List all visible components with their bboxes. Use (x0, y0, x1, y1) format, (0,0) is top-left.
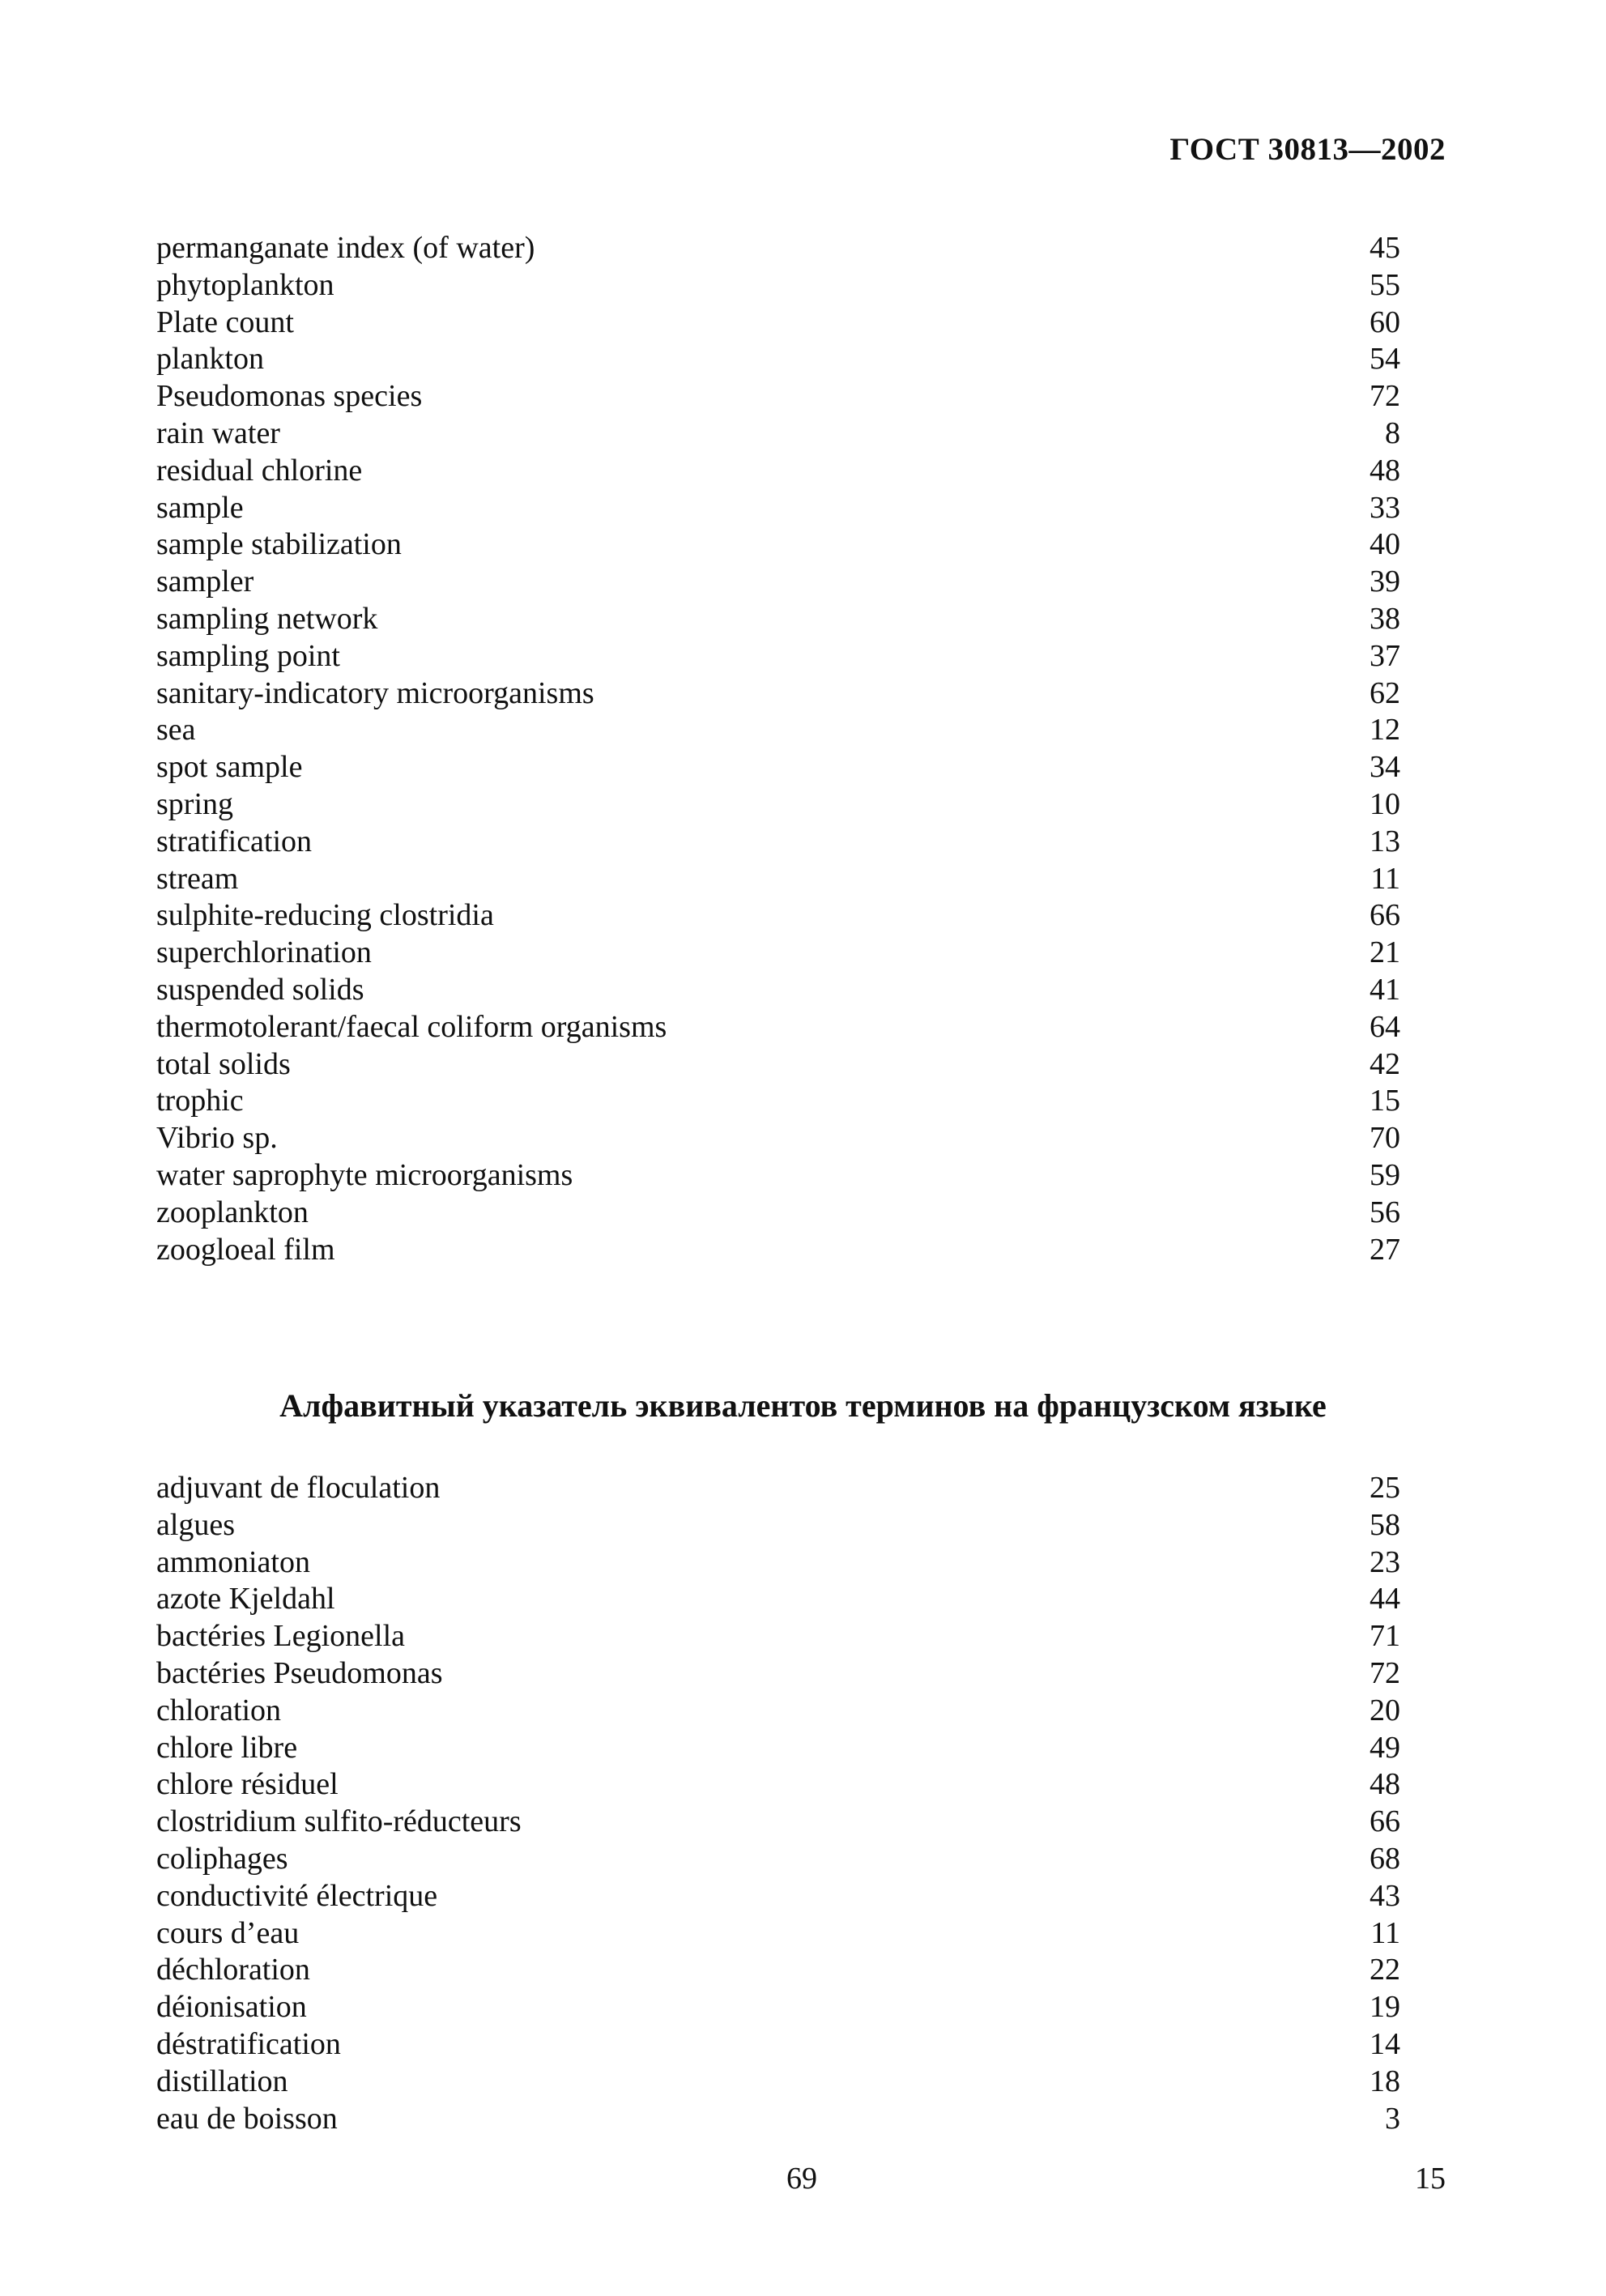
index-term: Vibrio sp. (156, 1121, 278, 1156)
term-number: 38 (1370, 601, 1400, 636)
index-entry (156, 601, 1400, 638)
index-term: Plate count (156, 305, 294, 339)
index-term: plankton (156, 342, 264, 377)
term-number: 20 (1370, 1693, 1400, 1727)
index-term: Pseudomonas species (156, 379, 423, 414)
term-number: 15 (1370, 1084, 1400, 1118)
index-entry (156, 786, 1400, 824)
term-number: 45 (1370, 231, 1400, 265)
index-term: bactéries Pseudomonas (156, 1655, 443, 1690)
term-number: 62 (1370, 675, 1400, 710)
index-term: déionisation (156, 1990, 307, 2025)
index-entry (156, 1120, 1400, 1157)
term-number: 54 (1370, 342, 1400, 377)
term-number: 10 (1370, 786, 1400, 821)
index-entry (156, 305, 1400, 342)
term-number: 71 (1370, 1619, 1400, 1654)
index-term: superchlorination (156, 935, 372, 970)
term-number: 64 (1370, 1009, 1400, 1044)
index-term: permanganate index (of water) (156, 231, 535, 265)
index-term: chlore résiduel (156, 1767, 339, 1802)
index-term: conductivité électrique (156, 1878, 438, 1913)
index-entry (156, 935, 1400, 972)
index-term: suspended solids (156, 972, 364, 1007)
index-entry (156, 1989, 1400, 2026)
index-entry (156, 1766, 1400, 1804)
page-number: 69 (786, 2162, 817, 2196)
index-term: bactéries Legionella (156, 1619, 406, 1654)
index-term: stratification (156, 824, 313, 858)
index-entry (156, 2064, 1400, 2101)
index-entry (156, 1915, 1400, 1953)
index-entry (156, 1083, 1400, 1120)
term-number: 49 (1370, 1730, 1400, 1765)
index-term: clostridium sulfito-réducteurs (156, 1804, 522, 1839)
index-entry (156, 749, 1400, 786)
index-term: sampler (156, 564, 254, 599)
term-number: 34 (1370, 750, 1400, 785)
term-number: 66 (1370, 1804, 1400, 1839)
index-entry (156, 526, 1400, 564)
index-entry (156, 897, 1400, 935)
index-term: zooplankton (156, 1195, 309, 1229)
index-entry (156, 1507, 1400, 1544)
index-entry (156, 564, 1400, 601)
french-index-heading: Алфавитный указатель эквивалентов терминов на французском языке (279, 1387, 1327, 1424)
index-term: coliphages (156, 1841, 288, 1876)
index-term: déstratification (156, 2026, 341, 2061)
index-term: spot sample (156, 750, 303, 785)
index-term: trophic (156, 1084, 244, 1118)
index-term: sampling network (156, 601, 378, 636)
index-term: déchloration (156, 1953, 310, 1987)
english-term-index (156, 230, 1400, 1268)
index-entry (156, 1009, 1400, 1046)
index-term: sample (156, 490, 244, 525)
index-entry (156, 1878, 1400, 1915)
index-entry (156, 341, 1400, 378)
index-entry (156, 1544, 1400, 1582)
term-number: 14 (1370, 2026, 1400, 2061)
index-entry (156, 378, 1400, 415)
index-term: stream (156, 861, 239, 896)
index-entry (156, 712, 1400, 749)
index-entry (156, 1581, 1400, 1618)
index-term: zoogloeal film (156, 1232, 335, 1267)
index-entry (156, 1232, 1400, 1269)
index-term: adjuvant de floculation (156, 1471, 441, 1505)
term-number: 59 (1370, 1157, 1400, 1192)
index-term: chloration (156, 1693, 282, 1727)
index-term: eau de boisson (156, 2101, 338, 2136)
term-number: 60 (1370, 305, 1400, 339)
term-number: 21 (1370, 935, 1400, 970)
sheet-number: 15 (1415, 2162, 1446, 2196)
index-entry (156, 1655, 1400, 1693)
term-number: 18 (1370, 2064, 1400, 2098)
index-entry (156, 824, 1400, 861)
index-entry (156, 230, 1400, 267)
term-number: 13 (1370, 824, 1400, 858)
term-number: 27 (1370, 1232, 1400, 1267)
term-number: 58 (1370, 1507, 1400, 1542)
standard-designation: ГОСТ 30813—2002 (1169, 132, 1446, 167)
index-term: rain water (156, 415, 280, 450)
index-entry (156, 1841, 1400, 1878)
index-entry (156, 1046, 1400, 1084)
index-entry (156, 675, 1400, 713)
term-number: 11 (1370, 861, 1400, 896)
term-number: 66 (1370, 898, 1400, 933)
term-number: 3 (1385, 2101, 1400, 2136)
term-number: 42 (1370, 1046, 1400, 1081)
term-number: 55 (1370, 267, 1400, 302)
index-entry (156, 972, 1400, 1009)
index-entry (156, 1195, 1400, 1232)
term-number: 70 (1370, 1121, 1400, 1156)
french-term-index (156, 1470, 1400, 2137)
index-entry (156, 415, 1400, 453)
index-term: ammoniaton (156, 1544, 310, 1579)
index-term: sulphite-reducing clostridia (156, 898, 494, 933)
index-entry (156, 1618, 1400, 1655)
term-number: 56 (1370, 1195, 1400, 1229)
index-entry (156, 638, 1400, 675)
index-term: sample stabilization (156, 527, 402, 562)
term-number: 8 (1385, 415, 1400, 450)
index-entry (156, 2026, 1400, 2064)
index-entry (156, 1693, 1400, 1730)
term-number: 22 (1370, 1953, 1400, 1987)
index-term: chlore libre (156, 1730, 298, 1765)
index-term: cours d’eau (156, 1915, 300, 1950)
index-entry (156, 490, 1400, 527)
index-term: azote Kjeldahl (156, 1582, 335, 1617)
term-number: 37 (1370, 638, 1400, 673)
term-number: 41 (1370, 972, 1400, 1007)
index-term: water saprophyte microorganisms (156, 1157, 573, 1192)
term-number: 12 (1370, 713, 1400, 748)
term-number: 48 (1370, 453, 1400, 488)
index-term: sampling point (156, 638, 340, 673)
term-number: 33 (1370, 490, 1400, 525)
index-term: residual chlorine (156, 453, 363, 488)
index-entry (156, 2101, 1400, 2138)
index-entry (156, 1952, 1400, 1989)
term-number: 43 (1370, 1878, 1400, 1913)
index-entry (156, 1470, 1400, 1507)
index-term: total solids (156, 1046, 291, 1081)
index-entry (156, 453, 1400, 490)
index-entry (156, 861, 1400, 898)
index-term: sanitary-indicatory microorganisms (156, 675, 594, 710)
term-number: 23 (1370, 1544, 1400, 1579)
index-entry (156, 267, 1400, 305)
term-number: 39 (1370, 564, 1400, 599)
index-entry (156, 1157, 1400, 1195)
index-term: phytoplankton (156, 267, 334, 302)
term-number: 11 (1370, 1915, 1400, 1950)
term-number: 44 (1370, 1582, 1400, 1617)
index-term: sea (156, 713, 196, 748)
index-entry (156, 1804, 1400, 1841)
term-number: 40 (1370, 527, 1400, 562)
term-number: 72 (1370, 1655, 1400, 1690)
index-term: spring (156, 786, 233, 821)
index-term: thermotolerant/faecal coliform organisms (156, 1009, 667, 1044)
index-term: algues (156, 1507, 236, 1542)
term-number: 48 (1370, 1767, 1400, 1802)
index-entry (156, 1730, 1400, 1767)
term-number: 68 (1370, 1841, 1400, 1876)
term-number: 19 (1370, 1990, 1400, 2025)
term-number: 72 (1370, 379, 1400, 414)
index-term: distillation (156, 2064, 288, 2098)
term-number: 25 (1370, 1471, 1400, 1505)
